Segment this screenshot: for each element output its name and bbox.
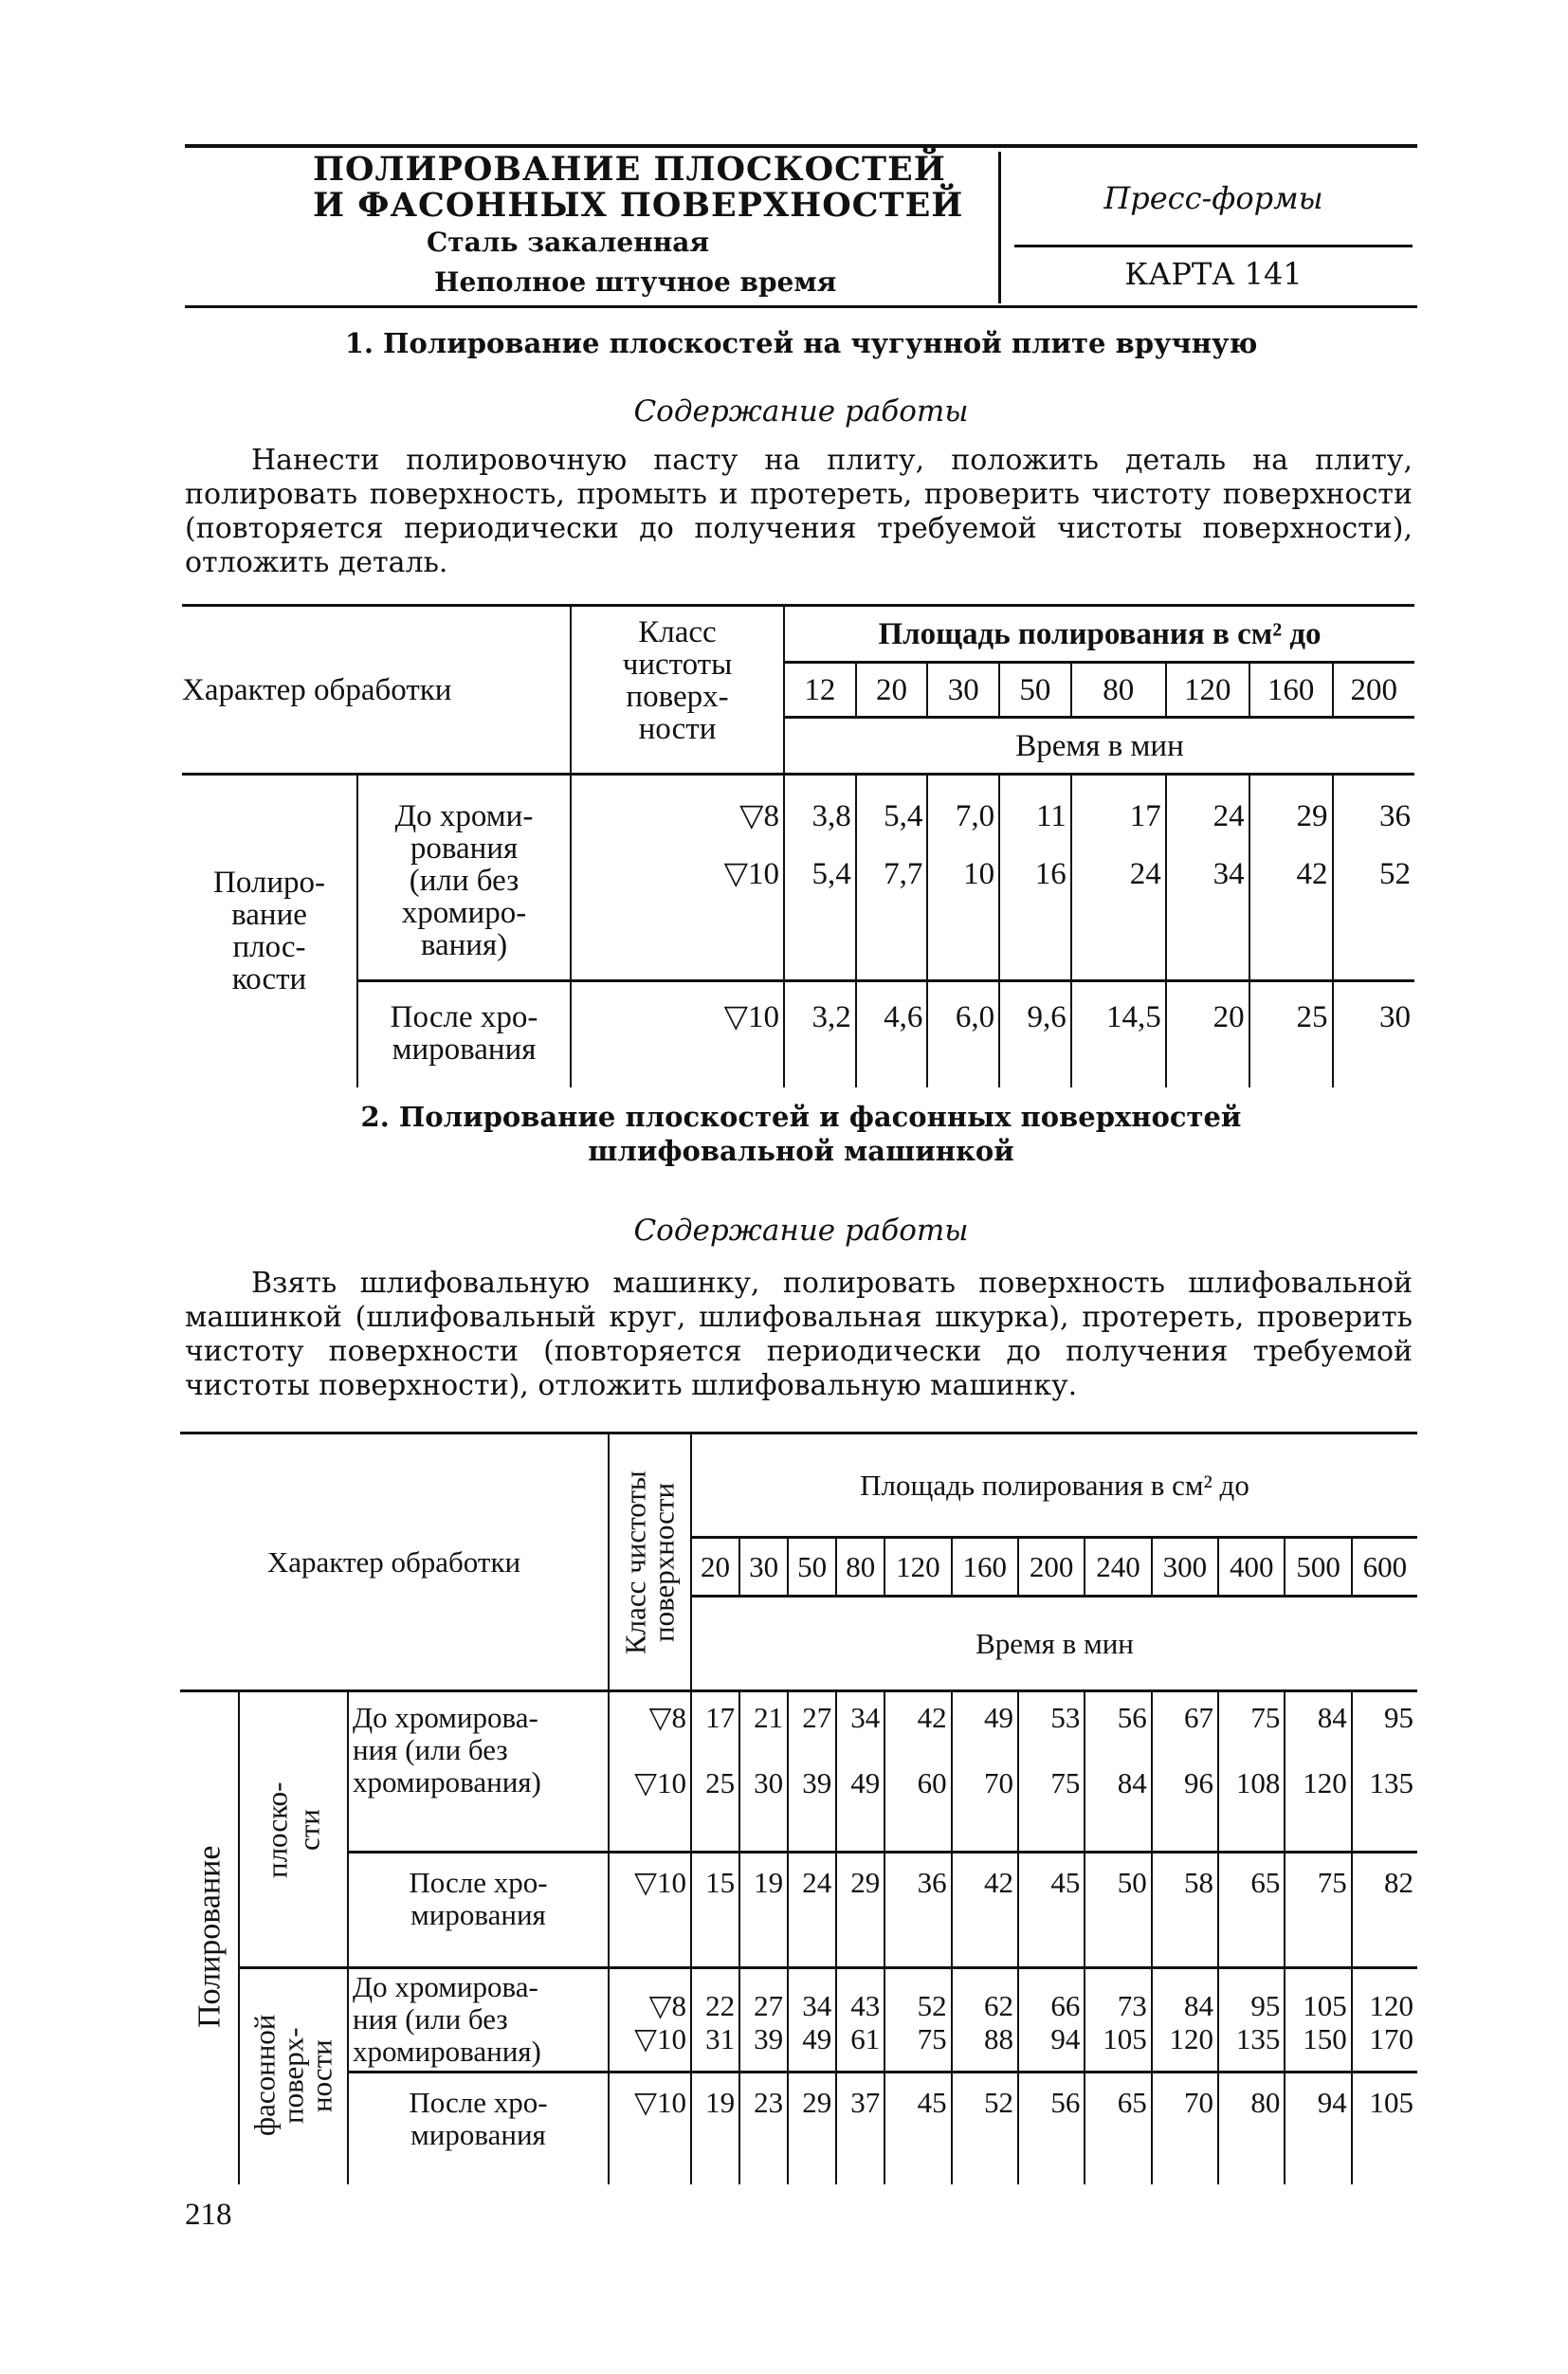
time-value: 84 — [1085, 1758, 1151, 1853]
flat-before-chrome-label: До хромирова- ния (или без хромирования) — [348, 1691, 609, 1853]
time-value: 75 — [1018, 1758, 1085, 1853]
surface-class: ▽10 — [571, 849, 784, 981]
time-value: 58 — [1152, 1853, 1218, 1968]
area-header: 30 — [739, 1538, 788, 1597]
time-value: 42 — [884, 1691, 951, 1758]
area-header: 600 — [1352, 1538, 1417, 1597]
table-row — [182, 775, 1414, 849]
time-value: 94 — [1285, 2073, 1351, 2184]
title-line-2: И ФАСОННЫХ ПОВЕРХНОСТЕЙ — [313, 186, 964, 225]
area-header: 20 — [856, 663, 928, 718]
surface-class: ▽10 — [609, 1758, 691, 1853]
table-row — [180, 1691, 1417, 1758]
section2-content-title: Содержание работы — [633, 1214, 969, 1248]
time-value: 60 — [884, 1758, 951, 1853]
time-value: 45 — [1018, 1853, 1085, 1968]
time-value: 4,6 — [856, 981, 928, 1087]
time-value: 80 — [1218, 2073, 1285, 2184]
area-header: 30 — [927, 663, 999, 718]
time-value: 11 — [999, 775, 1071, 849]
time-value: 45 — [884, 2073, 951, 2184]
time-value: 105 — [1085, 2023, 1151, 2073]
surface-class: ▽8 — [571, 775, 784, 849]
time-value: 9,6 — [999, 981, 1071, 1087]
time-value: 52 — [884, 1968, 951, 2023]
sub-flat-label: плоско- сти — [239, 1691, 348, 1968]
table-row — [182, 981, 1414, 1087]
time-value: 95 — [1218, 1968, 1285, 2023]
time-value: 39 — [788, 1758, 836, 1853]
time-value: 20 — [1166, 981, 1249, 1087]
time-value: 49 — [836, 1758, 884, 1853]
time-value: 24 — [1071, 849, 1166, 981]
time-value: 29 — [788, 2073, 836, 2184]
time-value: 65 — [1218, 1853, 1285, 1968]
time-value: 84 — [1285, 1691, 1351, 1758]
time-value: 73 — [1085, 1968, 1151, 2023]
page-number: 218 — [185, 2198, 232, 2232]
table-row — [180, 1968, 1417, 2023]
time-value: 170 — [1352, 2023, 1417, 2073]
col-character-header: Характер обработки — [182, 672, 452, 707]
time-value: 75 — [1285, 1853, 1351, 1968]
col-class-header: Класс чистоты поверх- ности — [571, 606, 784, 775]
surface-class: ▽10 — [609, 2023, 691, 2073]
table-row — [180, 1853, 1417, 1968]
time-value: 52 — [952, 2073, 1018, 2184]
time-value: 24 — [788, 1853, 836, 1968]
time-value: 53 — [1018, 1691, 1085, 1758]
time-value: 3,2 — [784, 981, 856, 1087]
time-value: 56 — [1018, 2073, 1085, 2184]
time-value: 6,0 — [927, 981, 999, 1087]
time-value: 66 — [1018, 1968, 1085, 2023]
area-header: 200 — [1333, 663, 1414, 718]
time-value: 42 — [952, 1853, 1018, 1968]
category: Пресс-формы — [1103, 180, 1323, 216]
time-value: 84 — [1152, 1968, 1218, 2023]
time-value: 135 — [1352, 1758, 1417, 1853]
time-value: 23 — [739, 2073, 788, 2184]
time-value: 17 — [1071, 775, 1166, 849]
time-value: 5,4 — [856, 775, 928, 849]
surface-class: ▽10 — [609, 2073, 691, 2184]
table-section2 — [180, 1432, 1417, 2184]
area-header: 500 — [1285, 1538, 1351, 1597]
time-value: 16 — [999, 849, 1071, 981]
time-value: 70 — [952, 1758, 1018, 1853]
time-value: 43 — [836, 1968, 884, 2023]
area-header: 80 — [1071, 663, 1166, 718]
time-value: 108 — [1218, 1758, 1285, 1853]
section1-content-title: Содержание работы — [633, 394, 969, 429]
time-value: 150 — [1285, 2023, 1351, 2073]
time-value: 96 — [1152, 1758, 1218, 1853]
surface-class: ▽10 — [571, 981, 784, 1087]
time-value: 29 — [1249, 775, 1333, 849]
time-value: 29 — [836, 1853, 884, 1968]
section1-heading: 1. Полирование плоскостей на чугунной плите вручную — [344, 327, 1258, 359]
area-header: 300 — [1152, 1538, 1218, 1597]
time-value: 27 — [788, 1691, 836, 1758]
time-value: 37 — [836, 2073, 884, 2184]
time-value: 56 — [1085, 1691, 1151, 1758]
header-top-rule — [185, 144, 1417, 148]
header-divider — [998, 152, 1001, 303]
time-value: 30 — [1333, 981, 1414, 1087]
header-bottom-rule — [185, 305, 1417, 308]
time-value: 36 — [884, 1853, 951, 1968]
time-value: 52 — [1333, 849, 1414, 981]
surface-class: ▽8 — [609, 1968, 691, 2023]
time-value: 95 — [1352, 1691, 1417, 1758]
sub-shaped-label: фасонной поверх- ности — [239, 1968, 348, 2184]
time-value: 105 — [1352, 2073, 1417, 2184]
time-value: 34 — [836, 1691, 884, 1758]
section2-content: Взять шлифовальную машинку, полировать поверхность шлифовальной машинкой (шлифовальный круг, шлифовальная шкурка), протереть, проверить чистоту поверхности (повторяется периодически до получения требуемой чистоты поверхности), отложить шлифовальную машинку. — [185, 1267, 1413, 1402]
time-value: 75 — [884, 2023, 951, 2073]
time-value: 62 — [952, 1968, 1018, 2023]
time-value: 70 — [1152, 2073, 1218, 2184]
time-value: 5,4 — [784, 849, 856, 981]
time-value: 65 — [1085, 2073, 1151, 2184]
area-header: 50 — [999, 663, 1071, 718]
time-value: 39 — [739, 2023, 788, 2073]
time-value: 135 — [1218, 2023, 1285, 2073]
time-value: 15 — [691, 1853, 739, 1968]
area-header: 160 — [1249, 663, 1333, 718]
time-value: 30 — [739, 1758, 788, 1853]
time-value: 88 — [952, 2023, 1018, 2073]
area-header: 240 — [1085, 1538, 1151, 1597]
time-value: 25 — [691, 1758, 739, 1853]
title-line-1: ПОЛИРОВАНИЕ ПЛОСКОСТЕЙ — [313, 150, 946, 189]
col-character-header: Характер обработки — [266, 1544, 521, 1579]
time-value: 67 — [1152, 1691, 1218, 1758]
time-type: Неполное штучное время — [434, 266, 837, 298]
card-number: КАРТА 141 — [1124, 256, 1303, 292]
time-value: 42 — [1249, 849, 1333, 981]
time-value: 82 — [1352, 1853, 1417, 1968]
time-value: 94 — [1018, 2023, 1085, 2073]
area-header: 20 — [691, 1538, 739, 1597]
time-value: 7,0 — [927, 775, 999, 849]
time-value: 75 — [1218, 1691, 1285, 1758]
group-label: Полирование — [191, 1845, 228, 2028]
col-class-header: Класс чистоты поверхности — [609, 1434, 691, 1691]
time-value: 36 — [1333, 775, 1414, 849]
area-header: 160 — [952, 1538, 1018, 1597]
before-chrome-label: До хроми- рования (или без хромиро- вания) — [357, 775, 571, 981]
flat-after-chrome-label: После хро- мирования — [348, 1853, 609, 1968]
time-value: 7,7 — [856, 849, 928, 981]
after-chrome-label: После хро- мирования — [357, 981, 571, 1087]
group-label: Полиро- вание плос- кости — [212, 866, 325, 997]
area-header: 12 — [784, 663, 856, 718]
time-value: 50 — [1085, 1853, 1151, 1968]
time-value: 27 — [739, 1968, 788, 2023]
time-value: 14,5 — [1071, 981, 1166, 1087]
material: Сталь закаленная — [427, 227, 710, 258]
time-value: 105 — [1285, 1968, 1351, 2023]
time-value: 22 — [691, 1968, 739, 2023]
time-value: 120 — [1352, 1968, 1417, 2023]
section2-heading: 2. Полирование плоскостей и фасонных поверхностей шлифовальной машинкой — [360, 1101, 1242, 1167]
time-value: 49 — [788, 2023, 836, 2073]
time-value: 21 — [739, 1691, 788, 1758]
time-value: 25 — [1249, 981, 1333, 1087]
time-value: 24 — [1166, 775, 1249, 849]
section1-content: Нанести полировочную пасту на плиту, положить деталь на плиту, полировать поверхность, промыть и протереть, проверить чистоту поверхности (повторяется периодически до получения требуемой чистоты поверхности), отложить деталь. — [185, 444, 1413, 579]
area-header: 120 — [1166, 663, 1249, 718]
area-header: 80 — [836, 1538, 884, 1597]
shaped-before-chrome-label: До хромирова- ния (или без хромирования) — [348, 1968, 609, 2073]
time-value: 49 — [952, 1691, 1018, 1758]
time-value: 10 — [927, 849, 999, 981]
surface-class: ▽8 — [609, 1691, 691, 1758]
time-value: 61 — [836, 2023, 884, 2073]
area-header: 50 — [788, 1538, 836, 1597]
surface-class: ▽10 — [609, 1853, 691, 1968]
shaped-after-chrome-label: После хро- мирования — [348, 2073, 609, 2184]
time-value: 31 — [691, 2023, 739, 2073]
card-title — [313, 152, 963, 224]
time-value: 34 — [1166, 849, 1249, 981]
time-label: Время в мин — [691, 1597, 1417, 1691]
time-value: 19 — [691, 2073, 739, 2184]
time-value: 19 — [739, 1853, 788, 1968]
time-label: Время в мин — [784, 718, 1414, 775]
col-area-header: Площадь полирования в см² до — [691, 1434, 1417, 1538]
area-header: 200 — [1018, 1538, 1085, 1597]
area-header: 400 — [1218, 1538, 1285, 1597]
area-header: 120 — [884, 1538, 951, 1597]
table-row — [180, 2073, 1417, 2184]
time-value: 17 — [691, 1691, 739, 1758]
table-section1 — [182, 604, 1414, 1087]
col-area-header: Площадь полирования в см² до — [784, 606, 1414, 663]
time-value: 120 — [1285, 1758, 1351, 1853]
time-value: 120 — [1152, 2023, 1218, 2073]
header-right-rule — [1014, 245, 1413, 247]
time-value: 34 — [788, 1968, 836, 2023]
time-value: 3,8 — [784, 775, 856, 849]
